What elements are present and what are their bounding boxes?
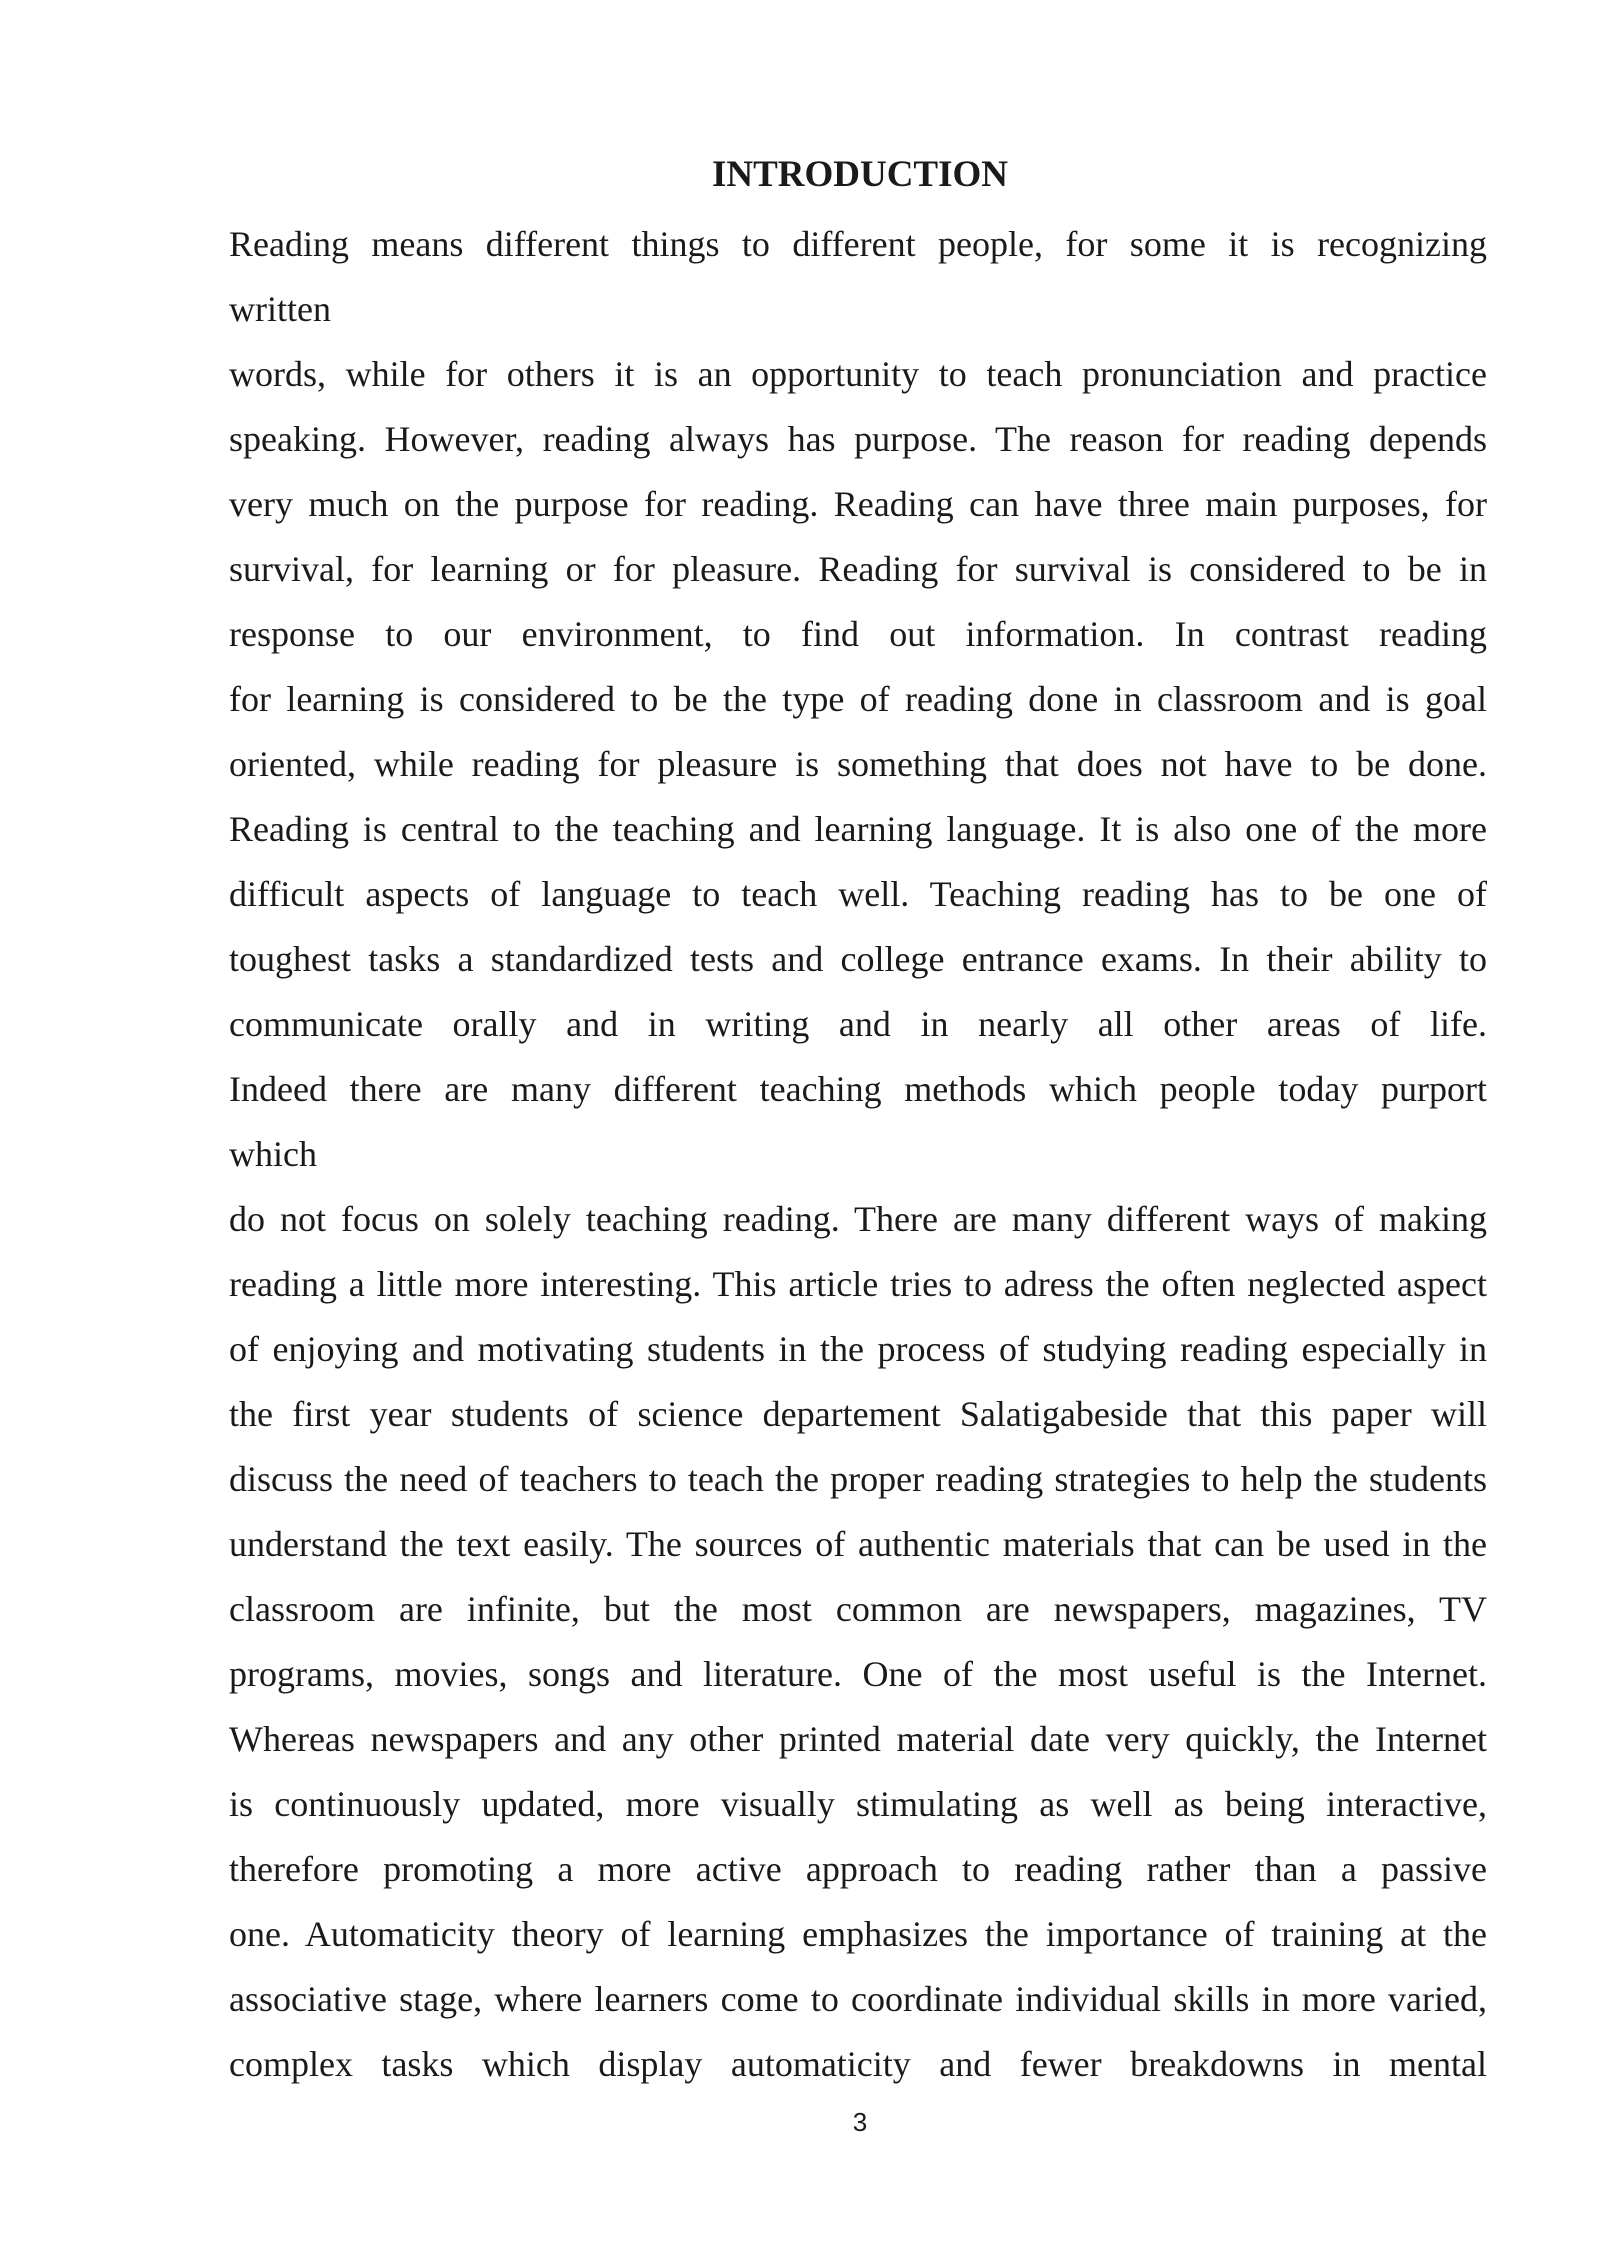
text-line: do not focus on solely teaching reading. There are many different ways of making [229, 1199, 1487, 1239]
text-line: Indeed there are many different teaching methods which people today purport [229, 1069, 1487, 1109]
text-line: is continuously updated, more visually stimulating as well as being interactive, [229, 1784, 1487, 1824]
text-line: words, while for others it is an opportunity to teach pronunciation and practice [229, 354, 1487, 394]
text-line: understand the text easily. The sources of authentic materials that can be used in the [229, 1524, 1487, 1564]
text-line: programs, movies, songs and literature. One of the most useful is the Internet. [229, 1654, 1487, 1694]
text-line: the first year students of science departement Salatigabeside that this paper will [229, 1394, 1487, 1434]
text-line: written [229, 289, 331, 329]
body-paragraph [229, 219, 1487, 2104]
text-line: speaking. However, reading always has purpose. The reason for reading depends [229, 419, 1487, 459]
text-line: for learning is considered to be the type of reading done in classroom and is goal [229, 679, 1487, 719]
text-line: discuss the need of teachers to teach the proper reading strategies to help the students [229, 1459, 1487, 1499]
text-line: Reading means different things to different people, for some it is recognizing [229, 224, 1487, 264]
text-line: survival, for learning or for pleasure. Reading for survival is considered to be in [229, 549, 1487, 589]
text-line: classroom are infinite, but the most common are newspapers, magazines, TV [229, 1589, 1487, 1629]
text-line: associative stage, where learners come to coordinate individual skills in more varied, [229, 1979, 1487, 2019]
section-heading: INTRODUCTION [711, 154, 1009, 195]
text-line: oriented, while reading for pleasure is something that does not have to be done. [229, 744, 1487, 784]
text-line: one. Automaticity theory of learning emphasizes the importance of training at the [229, 1914, 1487, 1954]
text-line: complex tasks which display automaticity and fewer breakdowns in mental [229, 2044, 1487, 2084]
text-line: of enjoying and motivating students in the process of studying reading especially in [229, 1329, 1487, 1369]
text-line: which [229, 1134, 317, 1174]
page-number: 3 [852, 2107, 868, 2137]
text-line: Whereas newspapers and any other printed material date very quickly, the Internet [229, 1719, 1487, 1759]
text-line: communicate orally and in writing and in nearly all other areas of life. [229, 1004, 1487, 1044]
text-line: very much on the purpose for reading. Reading can have three main purposes, for [229, 484, 1487, 524]
text-line: reading a little more interesting. This article tries to adress the often neglected aspect [229, 1264, 1487, 1304]
text-line: response to our environment, to find out information. In contrast reading [229, 614, 1487, 654]
text-line: therefore promoting a more active approach to reading rather than a passive [229, 1849, 1487, 1889]
text-line: Reading is central to the teaching and learning language. It is also one of the more [229, 809, 1487, 849]
text-line: difficult aspects of language to teach well. Teaching reading has to be one of [229, 874, 1487, 914]
text-line: toughest tasks a standardized tests and college entrance exams. In their ability to [229, 939, 1487, 979]
